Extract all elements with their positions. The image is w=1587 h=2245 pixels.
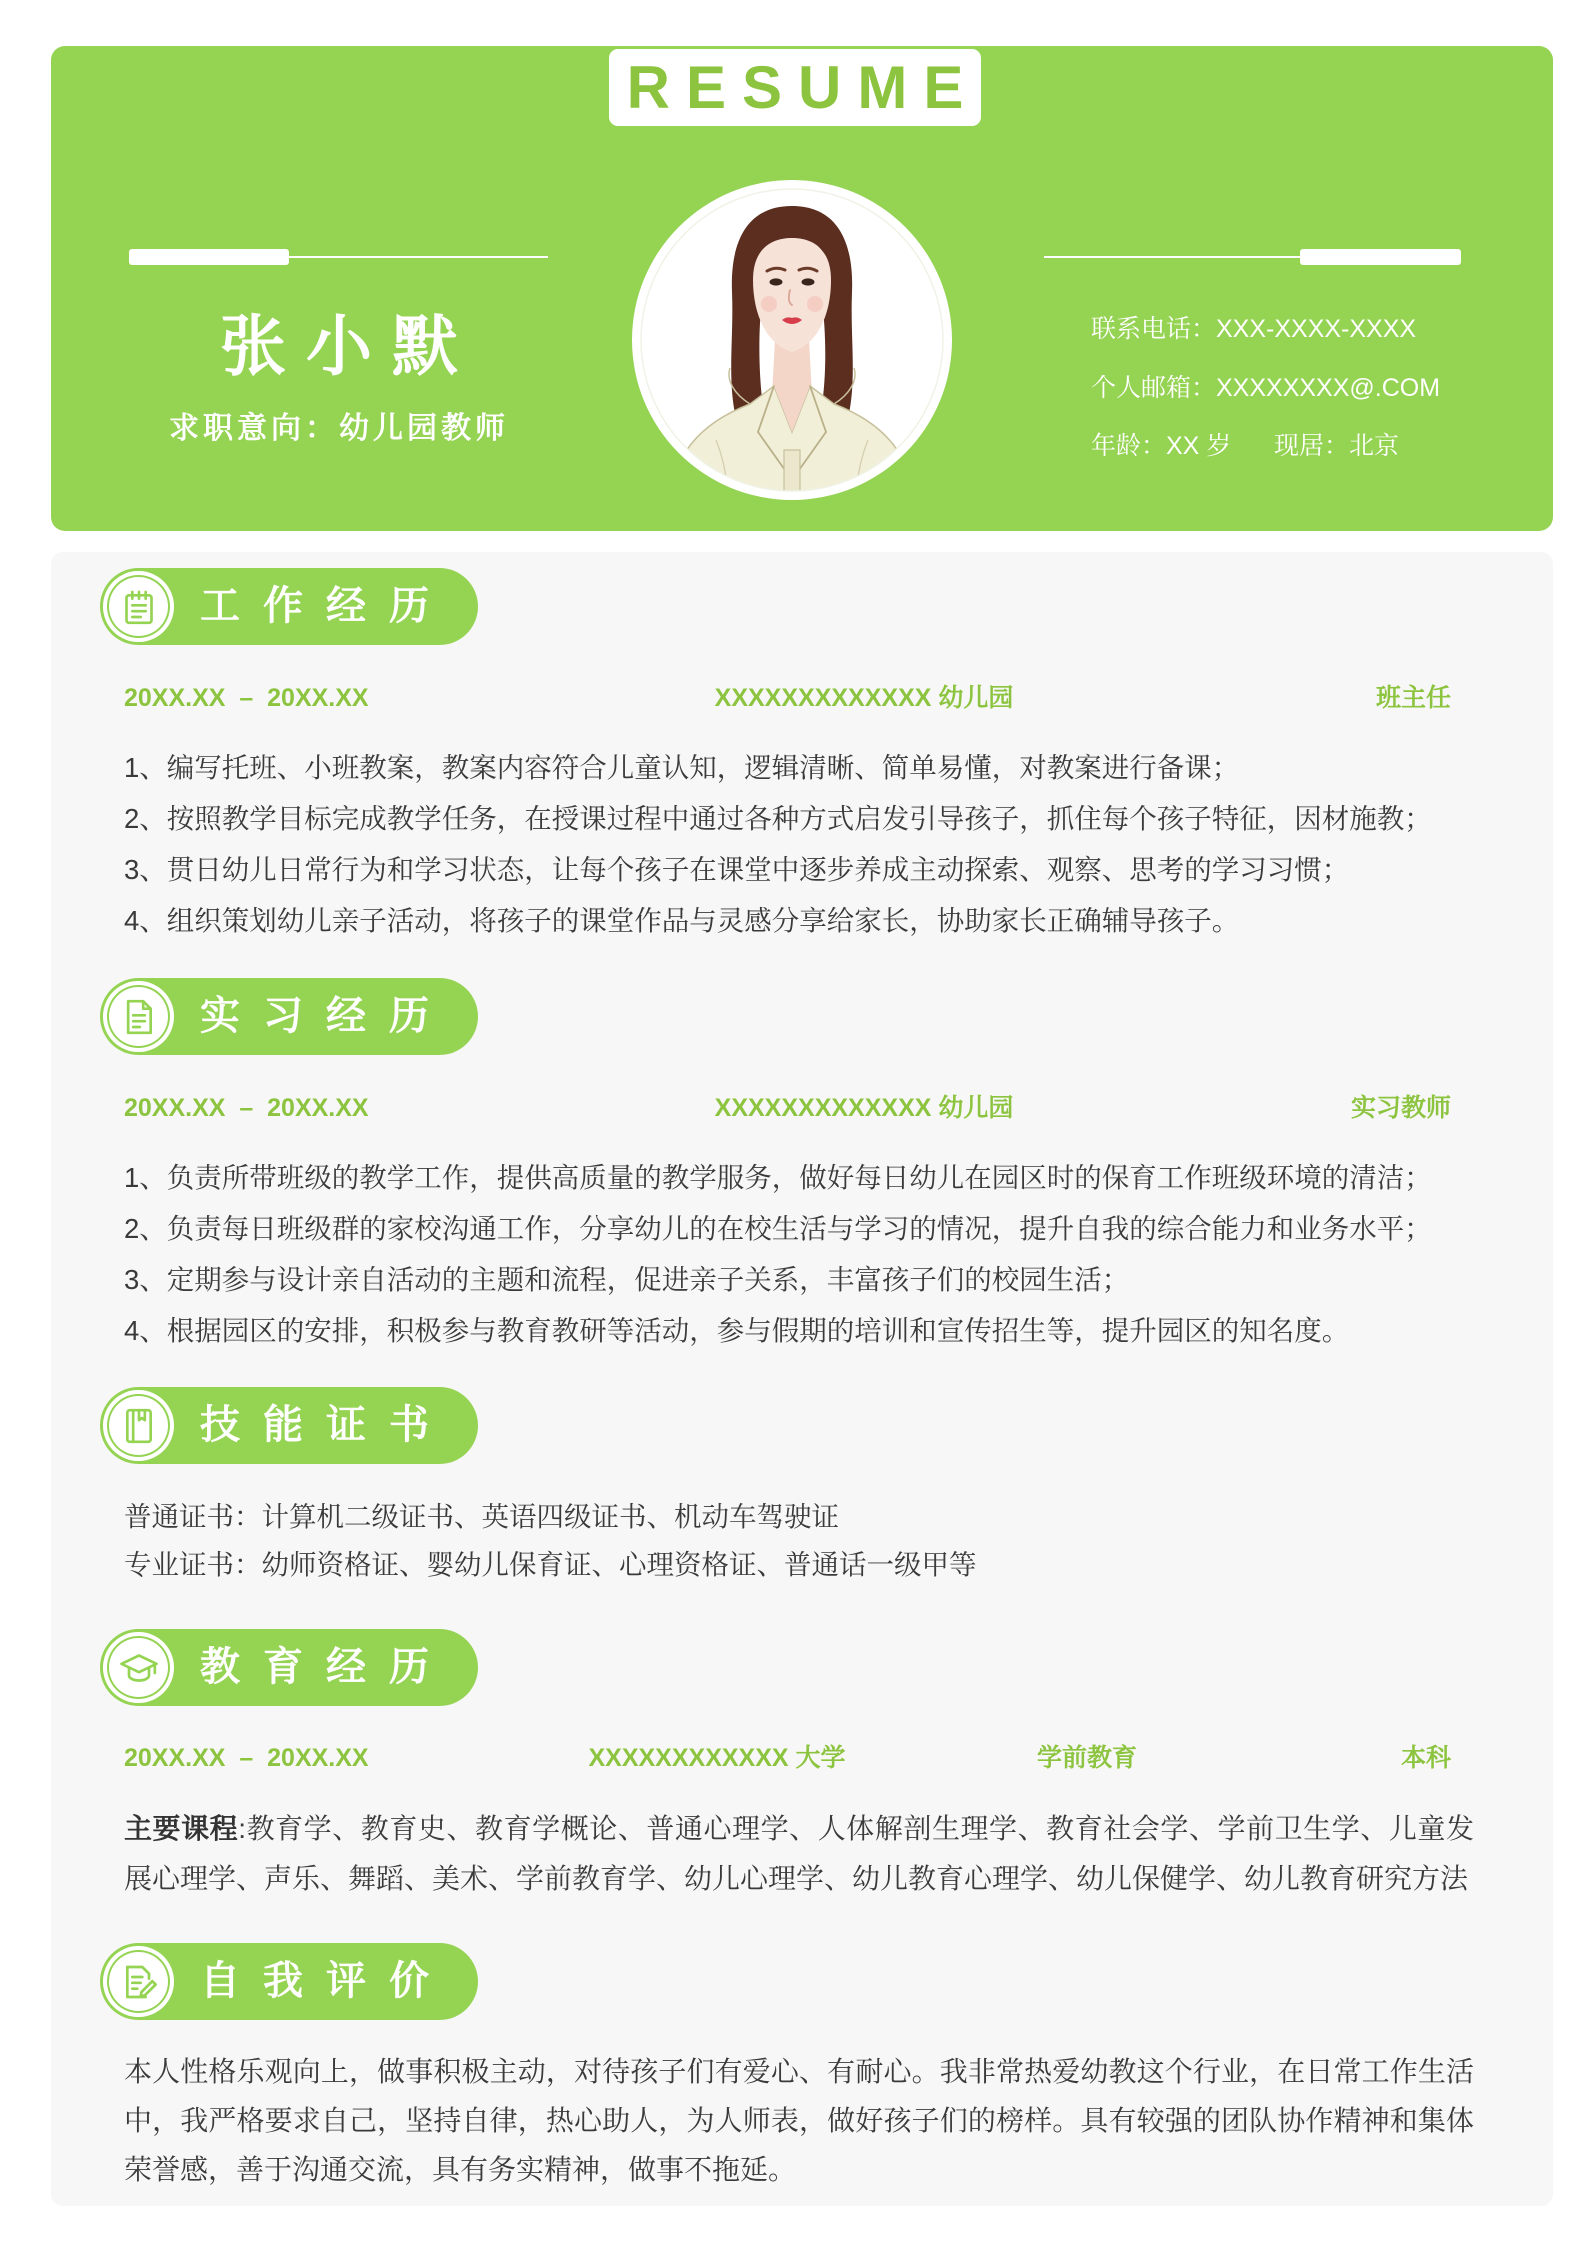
period: 20XX.XX – 20XX.XX (124, 1094, 369, 1122)
contact-email: 个人邮箱：XXXXXXXX@.COM (1091, 374, 1441, 402)
section-header (100, 1629, 478, 1706)
major: 学前教育 (1036, 1744, 1138, 1772)
portrait-illustration-icon (632, 180, 952, 500)
avatar-photo (632, 180, 952, 500)
duty-list (124, 1152, 1432, 1356)
list-item: 1、编写托班、小班教案，教案内容符合儿童认知，逻辑清晰、简单易懂，对教案进行备课； (124, 752, 1240, 783)
document-icon (103, 981, 174, 1052)
job-role: 班主任 (1375, 684, 1451, 712)
degree: 本科 (1400, 1744, 1451, 1772)
notepad-icon (103, 571, 174, 642)
edit-document-icon (103, 1946, 174, 2017)
section-work-experience (0, 568, 1587, 936)
section-header (100, 568, 478, 645)
organization: XXXXXXXXXXXXX 幼儿园 (714, 1094, 1014, 1122)
period: 20XX.XX – 20XX.XX (124, 1744, 369, 1772)
resume-badge-text: RESUME (626, 54, 980, 121)
section-title: 技能证书 (200, 1403, 452, 1447)
list-item: 1、负责所带班级的教学工作，提供高质量的教学服务，做好每日幼儿在园区时的保育工作班级环境的清洁； (124, 1162, 1432, 1193)
section-education (0, 1629, 1587, 1894)
section-title: 工作经历 (200, 584, 452, 628)
section-internship (0, 978, 1587, 1346)
list-item: 普通证书：计算机二级证书、英语四级证书、机动车驾驶证 (124, 1501, 839, 1532)
duty-list (124, 742, 1432, 946)
school: XXXXXXXXXXXX 大学 (588, 1744, 846, 1772)
certificate-list (124, 1493, 977, 1589)
self-evaluation-text: 本人性格乐观向上，做事积极主动，对待孩子们有爱心、有耐心。我非常热爱幼教这个行业，在日常工作生活中，我严格要求自己，坚持自律，热心助人，为人师表，做好孩子们的榜样。具有较强的团队协作精神和集体荣誉感，善于沟通交流，具有务实精神，做事不拖延。 (124, 2056, 1474, 2185)
list-item: 3、贯日幼儿日常行为和学习状态，让每个孩子在课堂中逐步养成主动探索、观察、思考的学习习惯； (124, 854, 1350, 885)
list-item: 2、按照教学目标完成教学任务，在授课过程中通过各种方式启发引导孩子，抓住每个孩子特征，因材施教； (124, 803, 1432, 834)
list-item: 4、根据园区的安排，积极参与教育教研等活动，参与假期的培训和宣传招生等，提升园区的知名度。 (124, 1315, 1350, 1346)
contact-age: 年龄：XX 岁 (1091, 432, 1232, 460)
courses-label: 主要课程 (124, 1813, 239, 1844)
contact-residence: 现居：北京 (1274, 432, 1400, 460)
job-role: 实习教师 (1350, 1094, 1451, 1122)
decorative-bar-left (129, 249, 289, 265)
decorative-bar-right (1300, 249, 1461, 265)
section-header (100, 978, 478, 1055)
section-self-evaluation (0, 1943, 1587, 2185)
resume-badge (609, 49, 981, 126)
decorative-line-left (289, 256, 548, 258)
contact-phone: 联系电话：XXX-XXXX-XXXX (1091, 315, 1417, 343)
book-icon (103, 1390, 174, 1461)
graduation-cap-icon (103, 1632, 174, 1703)
section-skills (0, 1387, 1587, 1580)
header-banner (51, 46, 1553, 531)
job-objective: 求职意向：幼儿园教师 (169, 412, 509, 445)
section-title: 自我评价 (200, 1959, 452, 2003)
section-title: 教育经历 (200, 1645, 452, 1689)
section-title: 实习经历 (200, 994, 452, 1038)
courses-paragraph (124, 1804, 1474, 1904)
section-header (100, 1387, 478, 1464)
section-header (100, 1943, 478, 2020)
courses-list: :教育学、教育史、教育学概论、普通心理学、人体解剖生理学、教育社会学、学前卫生学、儿童发展心理学、声乐、舞蹈、美术、学前教育学、幼儿心理学、幼儿教育心理学、幼儿保健学、幼儿教育研究方法 (124, 1813, 1474, 1894)
organization: XXXXXXXXXXXXX 幼儿园 (714, 684, 1014, 712)
decorative-line-right (1044, 256, 1300, 258)
list-item: 2、负责每日班级群的家校沟通工作，分享幼儿的在校生活与学习的情况，提升自我的综合能力和业务水平； (124, 1213, 1432, 1244)
experience-meta-row (0, 1090, 1587, 1126)
list-item: 专业证书：幼师资格证、婴幼儿保育证、心理资格证、普通话一级甲等 (124, 1549, 977, 1580)
list-item: 4、组织策划幼儿亲子活动，将孩子的课堂作品与灵感分享给家长，协助家长正确辅导孩子。 (124, 905, 1240, 936)
education-meta-row (0, 1740, 1587, 1776)
list-item: 3、定期参与设计亲自活动的主题和流程，促进亲子关系，丰富孩子们的校园生活； (124, 1264, 1130, 1295)
experience-meta-row (0, 680, 1587, 716)
candidate-name: 张小默 (220, 309, 478, 383)
period: 20XX.XX – 20XX.XX (124, 684, 369, 712)
